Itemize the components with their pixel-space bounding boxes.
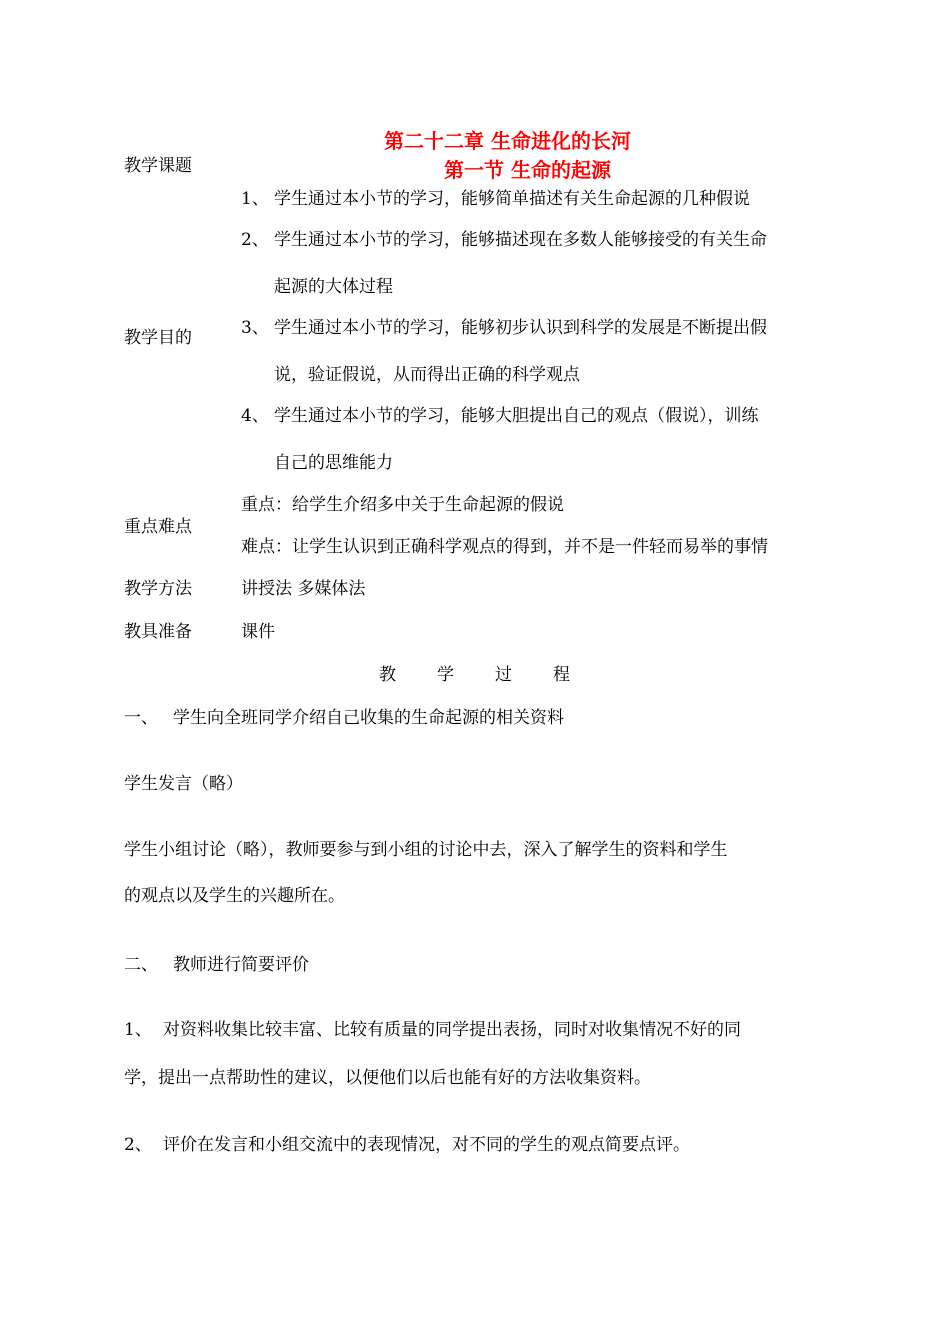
objective-number: 1、 (241, 189, 269, 209)
paragraph: 学生发言（略） (124, 774, 243, 794)
objectives-label: 教学目的 (124, 328, 192, 348)
method-label: 教学方法 (124, 579, 192, 599)
item-text: 评价在发言和小组交流中的表现情况，对不同的学生的观点简要点评。 (163, 1135, 690, 1155)
objective-text: 学生通过本小节的学习，能够大胆提出自己的观点（假说），训练 (274, 406, 759, 426)
objective-number: 2、 (241, 230, 269, 250)
section-title: 第一节 生命的起源 (444, 158, 611, 182)
objective-number: 3、 (241, 318, 269, 338)
process-heading-char: 学 (437, 665, 454, 685)
process-heading-char: 程 (553, 665, 570, 685)
section-number: 二、 (124, 955, 158, 975)
process-heading-char: 教 (379, 665, 396, 685)
tools-value: 课件 (241, 622, 275, 642)
process-heading (379, 665, 611, 685)
item-number: 1、 (124, 1020, 152, 1040)
key-points-label: 重点难点 (124, 517, 192, 537)
process-heading-char: 过 (495, 665, 512, 685)
objective-text: 学生通过本小节的学习，能够描述现在多数人能够接受的有关生命 (274, 230, 767, 250)
section-heading: 学生向全班同学介绍自己收集的生命起源的相关资料 (173, 708, 564, 728)
item-text: 对资料收集比较丰富、比较有质量的同学提出表扬，同时对收集情况不好的同 (163, 1020, 741, 1040)
objective-text: 说，验证假说，从而得出正确的科学观点 (274, 365, 580, 385)
objective-text: 学生通过本小节的学习，能够简单描述有关生命起源的几种假说 (274, 189, 750, 209)
paragraph: 的观点以及学生的兴趣所在。 (124, 886, 345, 906)
section-number: 一、 (124, 708, 158, 728)
objective-text: 自己的思维能力 (274, 453, 393, 473)
tools-label: 教具准备 (124, 622, 192, 642)
objective-number: 4、 (241, 406, 269, 426)
chapter-title: 第二十二章 生命进化的长河 (384, 129, 631, 153)
section-heading: 教师进行简要评价 (173, 955, 309, 975)
topic-label: 教学课题 (124, 156, 192, 176)
item-text: 学，提出一点帮助性的建议，以便他们以后也能有好的方法收集资料。 (124, 1068, 651, 1088)
item-number: 2、 (124, 1135, 152, 1155)
key-point: 重点：给学生介绍多中关于生命起源的假说 (241, 495, 564, 515)
objective-text: 起源的大体过程 (274, 277, 393, 297)
method-value: 讲授法 多媒体法 (241, 579, 366, 599)
objective-text: 学生通过本小节的学习，能够初步认识到科学的发展是不断提出假 (274, 318, 767, 338)
difficulty: 难点：让学生认识到正确科学观点的得到，并不是一件轻而易举的事情 (241, 537, 768, 557)
paragraph: 学生小组讨论（略），教师要参与到小组的讨论中去，深入了解学生的资料和学生 (124, 840, 728, 860)
